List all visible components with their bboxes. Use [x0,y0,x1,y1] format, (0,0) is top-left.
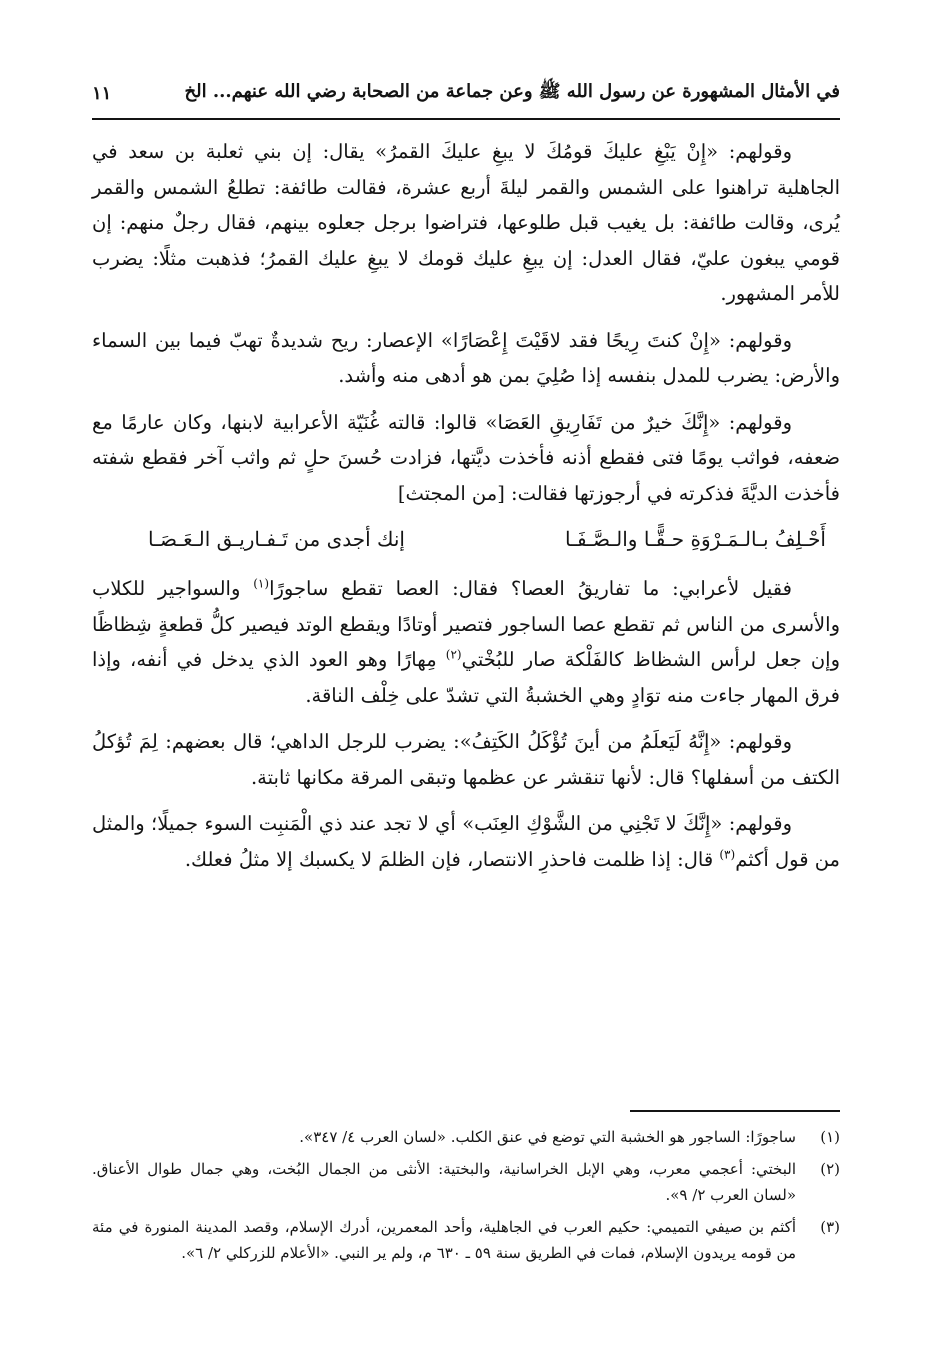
paragraph-1: وقولهم: «إِنْ يَبْغِ عليكَ قومُكَ لا يبغِ عليكَ القمرُ» يقال: إن بني ثعلبة بن سعد في الجاهلية تراهنوا على الشمس والقمر ليلةَ أربع عشرة، فقالت طائفة: تطلعُ الشمس والقمر يُرى، وقالت طائفة: بل يغيب قبل طلوعها، فتراضوا برجل جعلوه بينهم، فقال رجلٌ منهم: إن قومي يبغون عليّ، فقال العدل: إن يبغِ عليك قومك لا يبغِ عليك القمرُ؛ فذهبت مثلًا: يضرب للأمر المشهور. [92,140,840,305]
footnote-number: (٣) [820,1218,840,1236]
running-header [92,72,840,114]
footnote-ref-3[interactable]: (٣) [719,847,736,861]
paragraph-4-part-2: والسواجير للكلاب والأسرى من الناس ثم تقطع عصا الساجور فتصير أوتادًا ويقطع الوتد فيصير كلُّ قطعةٍ شِظاظًا وإن جعل لرأس الشظاظ كالفَلْكة صار للبُخْتي [92,577,840,671]
poetry-verse [148,521,826,557]
footnote-1 [92,1124,840,1150]
paragraph-3: وقولهم: «إِنَّكَ خيرٌ من تَفَارِيقِ العَصَا» قالوا: قالته غُنَيّة الأعرابية لابنها، وكان عارمًا مع ضعفه، فواثب يومًا فتى فقطع أذنه فأخذت ديَّتها، فزادت حُسنَ حلٍ ثم واثب آخر فقطع شفته فأخذت الديَّةَ فذكرته في أرجوزتها فقالت: [من المجتث] [92,410,840,505]
footnote-text: البختي: أعجمي معرب، وهي الإبل الخراسانية، والبختية: الأنثى من الجمال البُخت، وهي جمال طوال الأعناق. «لسان العرب ٢/ ٩». [92,1160,796,1204]
footnotes [92,1124,840,1272]
page-number: ١١ [92,82,112,104]
verse-second-hemistich: إنك أجدى من تَـفـاريـق الـعَـصَـا [148,527,405,551]
paragraph-6-part-2: قال: إذا ظلمت فاحذرِ الانتصار، فإن الظلمَ لا يكسبك إلا مثلُ فعلك. [184,847,720,871]
paragraph-5: وقولهم: «إِنَّهُ لَيَعلَمُ من أينَ تُؤْكَلُ الكَتِفُ»: يضرب للرجل الداهي؛ قال بعضهم: لِمَ تُؤكلُ الكتف من أسفلها؟ قال: لأنها تنقشر عن عظمها وتبقى المرقة مكانها ثابتة. [92,730,840,789]
footnote-ref-2[interactable]: (٢) [445,647,462,662]
paragraph-2: وقولهم: «إِنْ كنتَ رِيحًا فقد لاقَيْتَ إِعْصَارًا» الإعصار: ريح شديدةٌ تهبّ فيما بين السماء والأرض: يضرب للمدل بنفسه إذا صُلِيَ بمن هو أدهى منه وأشد. [92,328,840,387]
paragraph-6-part-1: وقولهم: «إِنَّكَ لا تَجْنِي من الشَّوْكِ العِنَب» أي لا تجد عند ذي الْمَنبِت السوء جميلًا؛ والمثل من قول أكثم [92,812,840,871]
footnote-number: (٢) [820,1160,840,1178]
paragraph-4 [92,571,840,713]
footnote-number: (١) [820,1128,840,1146]
paragraph-6 [92,806,840,877]
verse-first-hemistich: أَحْـلِفُ بـالـمَـرْوَةِ حـقًّـا والـصَّـفَـا [565,527,826,551]
running-title: في الأمثال المشهورة عن رسول الله ﷺ وعن جماعة من الصحابة رضي الله عنهم... الخ [184,81,840,102]
footnote-2 [92,1156,840,1208]
header-rule [92,118,840,120]
footnote-3 [92,1214,840,1266]
footnote-rule [630,1110,840,1112]
footnote-ref-1[interactable]: (١) [253,576,270,591]
paragraph-4-part-1: فقيل لأعرابي: ما تفاريقُ العصا؟ فقال: العصا تقطع ساجورًا [269,577,792,600]
footnote-text: أكثم بن صيفي التميمي: حكيم العرب في الجاهلية، وأحد المعمرين، أدرك الإسلام، وقصد المدينة المنورة في مئة من قومه يريدون الإسلام، فمات في الطريق سنة ٥٩ ـ ٦٣٠ م، ولم ير النبي. «الأعلام للزركلي ٢/ ٦». [92,1218,796,1262]
paragraph-4-part-3: مِهارًا وهو العود الذي يدخل في أنفه، وإذا فرق المهار جاءت منه توَادٍ وهي الخشبةُ التي تشدّ على خِلْف الناقة. [92,648,840,707]
main-text [92,134,840,877]
footnote-text: ساجورًا: الساجور هو الخشبة التي توضع في عنق الكلب. «لسان العرب ٤/ ٣٤٧». [299,1128,796,1146]
